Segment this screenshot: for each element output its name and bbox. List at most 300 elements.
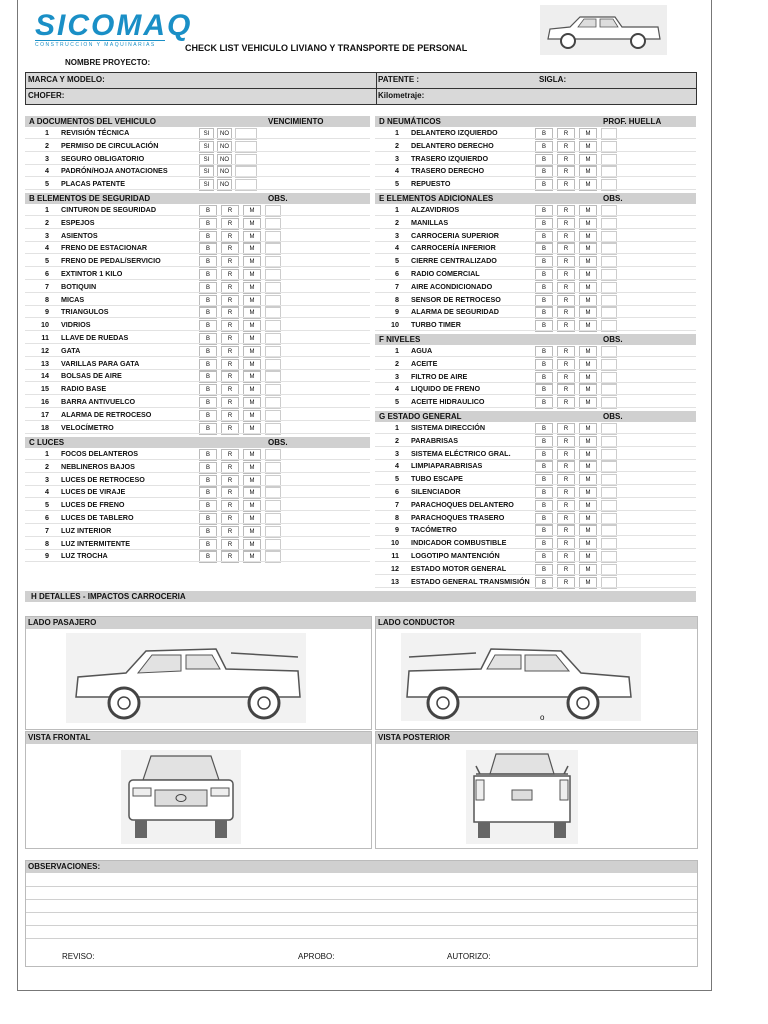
checklist-row (25, 396, 370, 408)
option-b-checkbox[interactable]: B (199, 410, 217, 422)
item-label: CIERRE CENTRALIZADO (411, 256, 497, 266)
item-number: 12 (391, 563, 399, 573)
checklist-row (375, 563, 696, 575)
item-number: 4 (395, 166, 399, 176)
truck-front-icon (121, 750, 241, 844)
option-m-checkbox[interactable]: M (579, 500, 597, 512)
kilometraje-label[interactable]: Kilometraje: (378, 91, 425, 100)
item-number: 8 (395, 294, 399, 304)
option-b-checkbox[interactable]: B (535, 205, 553, 217)
item-label: LUZ TROCHA (61, 551, 108, 561)
option-m-checkbox[interactable]: M (243, 295, 261, 307)
option-m-checkbox[interactable]: M (243, 320, 261, 332)
observaciones-box[interactable] (25, 860, 698, 967)
section-a-bar (25, 116, 370, 127)
option-b-checkbox[interactable]: B (535, 551, 553, 563)
option-m-checkbox[interactable]: M (579, 307, 597, 319)
option-r-checkbox[interactable]: R (221, 487, 239, 499)
option-b-checkbox[interactable]: B (535, 436, 553, 448)
option-b-checkbox[interactable]: B (199, 513, 217, 525)
option-b-checkbox[interactable]: B (535, 179, 553, 191)
option-no-checkbox[interactable]: NO (217, 128, 232, 140)
option-b-checkbox[interactable]: B (535, 166, 553, 178)
option-m-checkbox[interactable]: M (579, 564, 597, 576)
checklist-row (375, 178, 696, 190)
option-b-checkbox[interactable]: B (199, 256, 217, 268)
option-b-checkbox[interactable]: B (535, 449, 553, 461)
option-b-checkbox[interactable]: B (535, 128, 553, 140)
checklist-row (375, 230, 696, 242)
option-r-checkbox[interactable]: R (557, 525, 575, 537)
option-b-checkbox[interactable]: B (535, 320, 553, 332)
aprobo-label[interactable]: APROBO: (298, 952, 335, 961)
option-r-checkbox[interactable]: R (221, 359, 239, 371)
option-si-checkbox[interactable]: SI (199, 166, 214, 178)
option-m-checkbox[interactable]: M (243, 384, 261, 396)
option-r-checkbox[interactable]: R (557, 359, 575, 371)
option-b-checkbox[interactable]: B (199, 282, 217, 294)
item-number: 1 (45, 205, 49, 214)
option-r-checkbox[interactable]: R (557, 205, 575, 217)
option-m-checkbox[interactable]: M (579, 384, 597, 396)
option-r-checkbox[interactable]: R (557, 474, 575, 486)
option-r-checkbox[interactable]: R (221, 371, 239, 383)
option-r-checkbox[interactable]: R (557, 166, 575, 178)
item-number: 10 (41, 320, 49, 330)
option-b-checkbox[interactable]: B (535, 423, 553, 435)
document-title: CHECK LIST VEHICULO LIVIANO Y TRANSPORTE DE PERSONAL (185, 43, 468, 53)
item-label: ACEITE HIDRAULICO (411, 397, 485, 407)
row-line (375, 330, 696, 331)
option-b-checkbox[interactable]: B (535, 269, 553, 281)
item-label: LIMPIAPARABRISAS (411, 461, 483, 471)
option-m-checkbox[interactable]: M (243, 307, 261, 319)
panel-vista-posterior[interactable] (375, 731, 698, 849)
row-line (25, 561, 370, 562)
item-number: 7 (395, 281, 399, 291)
option-m-checkbox[interactable]: M (579, 166, 597, 178)
option-m-checkbox[interactable]: M (579, 436, 597, 448)
checklist-row (375, 217, 696, 229)
vista-posterior-label: VISTA POSTERIOR (376, 732, 697, 744)
item-number: 11 (391, 551, 399, 560)
item-number: 1 (395, 423, 399, 432)
option-b-checkbox[interactable]: B (535, 154, 553, 166)
item-number: 2 (395, 358, 399, 368)
option-r-checkbox[interactable]: R (221, 526, 239, 538)
item-label: ALARMA DE RETROCESO (61, 409, 152, 419)
option-r-checkbox[interactable]: R (557, 577, 575, 589)
option-m-checkbox[interactable]: M (579, 577, 597, 589)
option-no-checkbox[interactable]: NO (217, 141, 232, 153)
option-r-checkbox[interactable]: R (221, 384, 239, 396)
option-b-checkbox[interactable]: B (199, 307, 217, 319)
option-r-checkbox[interactable]: R (221, 269, 239, 281)
option-si-checkbox[interactable]: SI (199, 141, 214, 153)
option-r-checkbox[interactable]: R (557, 141, 575, 153)
option-b-checkbox[interactable]: B (535, 461, 553, 473)
option-r-checkbox[interactable]: R (221, 475, 239, 487)
item-number: 5 (395, 474, 399, 484)
option-r-checkbox[interactable]: R (557, 436, 575, 448)
option-m-checkbox[interactable]: M (243, 462, 261, 474)
panel-lado-conductor[interactable] (375, 616, 698, 730)
item-label: LUCES DE TABLERO (61, 513, 134, 522)
option-r-checkbox[interactable]: R (557, 538, 575, 550)
option-m-checkbox[interactable]: M (579, 525, 597, 537)
item-number: 6 (395, 487, 399, 496)
observaciones-line (26, 899, 697, 900)
option-r-checkbox[interactable]: R (557, 295, 575, 307)
option-b-checkbox[interactable]: B (535, 141, 553, 153)
option-r-checkbox[interactable]: R (221, 410, 239, 422)
option-m-checkbox[interactable]: M (579, 487, 597, 499)
panel-vista-frontal[interactable] (25, 731, 372, 849)
item-label: SISTEMA DIRECCIÓN (411, 423, 486, 432)
option-m-checkbox[interactable]: M (579, 538, 597, 550)
checklist-row (25, 281, 370, 293)
option-b-checkbox[interactable]: B (199, 371, 217, 383)
option-m-checkbox[interactable]: M (579, 295, 597, 307)
option-b-checkbox[interactable]: B (199, 526, 217, 538)
option-b-checkbox[interactable]: B (535, 384, 553, 396)
option-m-checkbox[interactable]: M (579, 423, 597, 435)
logo-word: SICOMAQ (35, 9, 193, 42)
option-b-checkbox[interactable]: B (199, 551, 217, 563)
option-b-checkbox[interactable]: B (199, 346, 217, 358)
chofer-label[interactable]: CHOFER: (28, 91, 65, 100)
item-label: TRIANGULOS (61, 307, 109, 317)
option-m-checkbox[interactable]: M (243, 243, 261, 255)
checklist-row (25, 255, 370, 267)
checklist-row (375, 294, 696, 306)
option-m-checkbox[interactable]: M (243, 231, 261, 243)
option-b-checkbox[interactable]: B (199, 295, 217, 307)
option-m-checkbox[interactable]: M (579, 449, 597, 461)
option-b-checkbox[interactable]: B (199, 539, 217, 551)
option-b-checkbox[interactable]: B (535, 487, 553, 499)
checklist-row (25, 422, 370, 434)
item-number: 18 (41, 422, 49, 432)
checklist-row (375, 358, 696, 370)
option-b-checkbox[interactable]: B (535, 307, 553, 319)
option-m-checkbox[interactable]: M (579, 397, 597, 409)
option-b-checkbox[interactable]: B (199, 462, 217, 474)
item-label: ALARMA DE SEGURIDAD (411, 307, 499, 317)
option-r-checkbox[interactable]: R (557, 461, 575, 473)
item-label: RADIO COMERCIAL (411, 269, 480, 278)
option-r-checkbox[interactable]: R (221, 333, 239, 345)
option-r-checkbox[interactable]: R (221, 205, 239, 217)
option-m-checkbox[interactable]: M (243, 256, 261, 268)
checklist-row (25, 383, 370, 395)
option-m-checkbox[interactable]: M (579, 282, 597, 294)
item-label: REVISIÓN TÉCNICA (61, 128, 130, 137)
truck-side-left-icon (66, 633, 306, 723)
item-number: 7 (395, 499, 399, 509)
option-r-checkbox[interactable]: R (557, 564, 575, 576)
section-h-title: H DETALLES - IMPACTOS CARROCERIA (31, 592, 186, 601)
section-e-bar (375, 193, 696, 204)
option-b-checkbox[interactable]: B (535, 256, 553, 268)
option-m-checkbox[interactable]: M (579, 141, 597, 153)
checklist-row (375, 435, 696, 447)
option-m-checkbox[interactable]: M (243, 539, 261, 551)
item-number: 1 (45, 128, 49, 137)
checklist-row (375, 524, 696, 536)
option-r-checkbox[interactable]: R (221, 513, 239, 525)
checklist-row (375, 422, 696, 434)
option-m-checkbox[interactable]: M (579, 513, 597, 525)
option-r-checkbox[interactable]: R (557, 218, 575, 230)
option-r-checkbox[interactable]: R (221, 462, 239, 474)
option-m-checkbox[interactable]: M (579, 474, 597, 486)
option-r-checkbox[interactable]: R (557, 154, 575, 166)
option-m-checkbox[interactable]: M (243, 397, 261, 409)
option-r-checkbox[interactable]: R (221, 346, 239, 358)
checklist-row (375, 396, 696, 408)
option-m-checkbox[interactable]: M (579, 269, 597, 281)
option-r-checkbox[interactable]: R (557, 231, 575, 243)
option-b-checkbox[interactable]: B (535, 525, 553, 537)
info-row-chofer (25, 88, 697, 105)
option-r-checkbox[interactable]: R (557, 513, 575, 525)
checklist-row (375, 486, 696, 498)
info-row-marca (25, 72, 697, 89)
option-b-checkbox[interactable]: B (199, 269, 217, 281)
item-label: AGUA (411, 346, 433, 355)
option-m-checkbox[interactable]: M (579, 128, 597, 140)
option-m-checkbox[interactable]: M (243, 475, 261, 487)
option-r-checkbox[interactable]: R (557, 372, 575, 384)
option-m-checkbox[interactable]: M (243, 551, 261, 563)
option-r-checkbox[interactable]: R (557, 282, 575, 294)
option-b-checkbox[interactable]: B (199, 487, 217, 499)
option-m-checkbox[interactable]: M (243, 359, 261, 371)
option-b-checkbox[interactable]: B (535, 218, 553, 230)
option-r-checkbox[interactable]: R (557, 307, 575, 319)
option-m-checkbox[interactable]: M (243, 487, 261, 499)
option-b-checkbox[interactable]: B (535, 231, 553, 243)
option-b-checkbox[interactable]: B (535, 397, 553, 409)
checklist-row (25, 204, 370, 216)
patente-label[interactable]: PATENTE : (378, 75, 420, 84)
item-number: 3 (45, 474, 49, 484)
option-b-checkbox[interactable]: B (535, 346, 553, 358)
checklist-row (375, 345, 696, 357)
option-m-checkbox[interactable]: M (579, 256, 597, 268)
sigla-label[interactable]: SIGLA: (539, 75, 567, 84)
option-r-checkbox[interactable]: R (557, 346, 575, 358)
option-b-checkbox[interactable]: B (199, 205, 217, 217)
panel-lado-pasajero[interactable] (25, 616, 372, 730)
option-r-checkbox[interactable]: R (557, 500, 575, 512)
option-r-checkbox[interactable]: R (221, 551, 239, 563)
section-g-extra: OBS. (603, 412, 623, 421)
option-b-checkbox[interactable]: B (535, 282, 553, 294)
option-r-checkbox[interactable]: R (557, 449, 575, 461)
option-b-checkbox[interactable]: B (199, 320, 217, 332)
option-b-checkbox[interactable]: B (199, 333, 217, 345)
item-number: 10 (391, 320, 399, 330)
option-b-checkbox[interactable]: B (535, 538, 553, 550)
option-si-checkbox[interactable]: SI (199, 128, 214, 140)
option-b-checkbox[interactable]: B (535, 577, 553, 589)
item-label: FILTRO DE AIRE (411, 371, 468, 381)
option-r-checkbox[interactable]: R (221, 295, 239, 307)
checklist-row (25, 550, 370, 562)
option-b-checkbox[interactable]: B (199, 449, 217, 461)
option-m-checkbox[interactable]: M (243, 513, 261, 525)
option-m-checkbox[interactable]: M (243, 526, 261, 538)
option-m-checkbox[interactable]: M (579, 359, 597, 371)
option-b-checkbox[interactable]: B (535, 295, 553, 307)
item-number: 4 (45, 166, 49, 176)
checklist-row (25, 242, 370, 254)
option-m-checkbox[interactable]: M (579, 320, 597, 332)
option-b-checkbox[interactable]: B (535, 500, 553, 512)
option-m-checkbox[interactable]: M (243, 500, 261, 512)
option-m-checkbox[interactable]: M (243, 205, 261, 217)
option-m-checkbox[interactable]: M (243, 449, 261, 461)
option-m-checkbox[interactable]: M (579, 154, 597, 166)
item-number: 1 (395, 205, 399, 214)
row-line (25, 433, 370, 434)
option-b-checkbox[interactable]: B (535, 372, 553, 384)
checklist-row (375, 371, 696, 383)
option-r-checkbox[interactable]: R (557, 487, 575, 499)
option-m-checkbox[interactable]: M (243, 333, 261, 345)
option-r-checkbox[interactable]: R (221, 307, 239, 319)
item-number: 2 (45, 461, 49, 471)
option-r-checkbox[interactable]: R (557, 551, 575, 563)
option-r-checkbox[interactable]: R (557, 269, 575, 281)
item-number: 1 (45, 449, 49, 458)
option-r-checkbox[interactable]: R (221, 282, 239, 294)
option-b-checkbox[interactable]: B (199, 384, 217, 396)
reviso-label[interactable]: REVISO: (62, 952, 95, 961)
option-m-checkbox[interactable]: M (243, 423, 261, 435)
option-b-checkbox[interactable]: B (535, 359, 553, 371)
option-b-checkbox[interactable]: B (535, 474, 553, 486)
option-r-checkbox[interactable]: R (221, 231, 239, 243)
checklist-row (25, 461, 370, 473)
option-r-checkbox[interactable]: R (221, 539, 239, 551)
option-m-checkbox[interactable]: M (579, 346, 597, 358)
option-m-checkbox[interactable]: M (579, 372, 597, 384)
option-m-checkbox[interactable]: M (243, 218, 261, 230)
item-label: VELOCÍMETRO (61, 422, 114, 432)
option-b-checkbox[interactable]: B (535, 513, 553, 525)
option-r-checkbox[interactable]: R (221, 320, 239, 332)
option-r-checkbox[interactable]: R (221, 397, 239, 409)
option-m-checkbox[interactable]: M (579, 218, 597, 230)
option-r-checkbox[interactable]: R (557, 256, 575, 268)
option-m-checkbox[interactable]: M (579, 551, 597, 563)
option-r-checkbox[interactable]: R (557, 384, 575, 396)
option-r-checkbox[interactable]: R (221, 500, 239, 512)
option-no-checkbox[interactable]: NO (217, 166, 232, 178)
option-b-checkbox[interactable]: B (199, 243, 217, 255)
option-r-checkbox[interactable]: R (557, 179, 575, 191)
checklist-row (25, 268, 370, 280)
item-number: 3 (395, 230, 399, 240)
option-b-checkbox[interactable]: B (199, 231, 217, 243)
item-number: 13 (41, 358, 49, 368)
option-no-checkbox[interactable]: NO (217, 179, 232, 191)
option-m-checkbox[interactable]: M (579, 231, 597, 243)
marca-modelo-label[interactable]: MARCA Y MODELO: (28, 75, 105, 84)
row-line (375, 189, 696, 190)
option-r-checkbox[interactable]: R (557, 243, 575, 255)
option-m-checkbox[interactable]: M (243, 346, 261, 358)
item-label: MICAS (61, 294, 85, 304)
project-name-field[interactable]: NOMBRE PROYECTO: (65, 58, 151, 67)
item-label: ESTADO GENERAL TRANSMISIÓN (411, 576, 530, 586)
item-number: 4 (395, 461, 399, 471)
checklist-row (375, 383, 696, 395)
option-r-checkbox[interactable]: R (557, 320, 575, 332)
checklist-row (375, 576, 696, 588)
option-si-checkbox[interactable]: SI (199, 154, 214, 166)
item-label: NEBLINEROS BAJOS (61, 461, 135, 471)
option-m-checkbox[interactable]: M (243, 371, 261, 383)
item-label: CARROCERIA SUPERIOR (411, 230, 499, 240)
option-b-checkbox[interactable]: B (199, 423, 217, 435)
vista-frontal-label: VISTA FRONTAL (26, 732, 371, 744)
option-r-checkbox[interactable]: R (557, 128, 575, 140)
item-label: CARROCERÍA INFERIOR (411, 243, 496, 253)
option-si-checkbox[interactable]: SI (199, 179, 214, 191)
option-m-checkbox[interactable]: M (243, 410, 261, 422)
option-r-checkbox[interactable]: R (221, 243, 239, 255)
option-r-checkbox[interactable]: R (221, 256, 239, 268)
option-b-checkbox[interactable]: B (199, 397, 217, 409)
option-b-checkbox[interactable]: B (535, 243, 553, 255)
section-b-title: B ELEMENTOS DE SEGURIDAD (29, 194, 151, 203)
option-b-checkbox[interactable]: B (199, 218, 217, 230)
item-number: 4 (395, 384, 399, 394)
option-b-checkbox[interactable]: B (199, 500, 217, 512)
item-label: MANILLAS (411, 217, 449, 227)
item-label: BOTIQUIN (61, 281, 97, 291)
checklist-row (25, 306, 370, 318)
option-no-checkbox[interactable]: NO (217, 154, 232, 166)
option-b-checkbox[interactable]: B (199, 359, 217, 371)
item-number: 2 (395, 140, 399, 150)
item-label: BARRA ANTIVUELCO (61, 397, 136, 406)
item-label: PLACAS PATENTE (61, 179, 126, 189)
autorizo-label[interactable]: AUTORIZO: (447, 952, 491, 961)
option-m-checkbox[interactable]: M (579, 179, 597, 191)
checklist-row (375, 268, 696, 280)
option-r-checkbox[interactable]: R (557, 423, 575, 435)
option-r-checkbox[interactable]: R (221, 218, 239, 230)
option-r-checkbox[interactable]: R (221, 449, 239, 461)
item-number: 15 (41, 384, 49, 394)
item-number: 12 (41, 345, 49, 355)
option-r-checkbox[interactable]: R (221, 423, 239, 435)
option-b-checkbox[interactable]: B (199, 475, 217, 487)
option-m-checkbox[interactable]: M (579, 243, 597, 255)
option-m-checkbox[interactable]: M (579, 461, 597, 473)
option-m-checkbox[interactable]: M (579, 205, 597, 217)
option-m-checkbox[interactable]: M (243, 282, 261, 294)
option-r-checkbox[interactable]: R (557, 397, 575, 409)
option-b-checkbox[interactable]: B (535, 564, 553, 576)
item-label: DELANTERO IZQUIERDO (411, 128, 498, 137)
option-m-checkbox[interactable]: M (243, 269, 261, 281)
